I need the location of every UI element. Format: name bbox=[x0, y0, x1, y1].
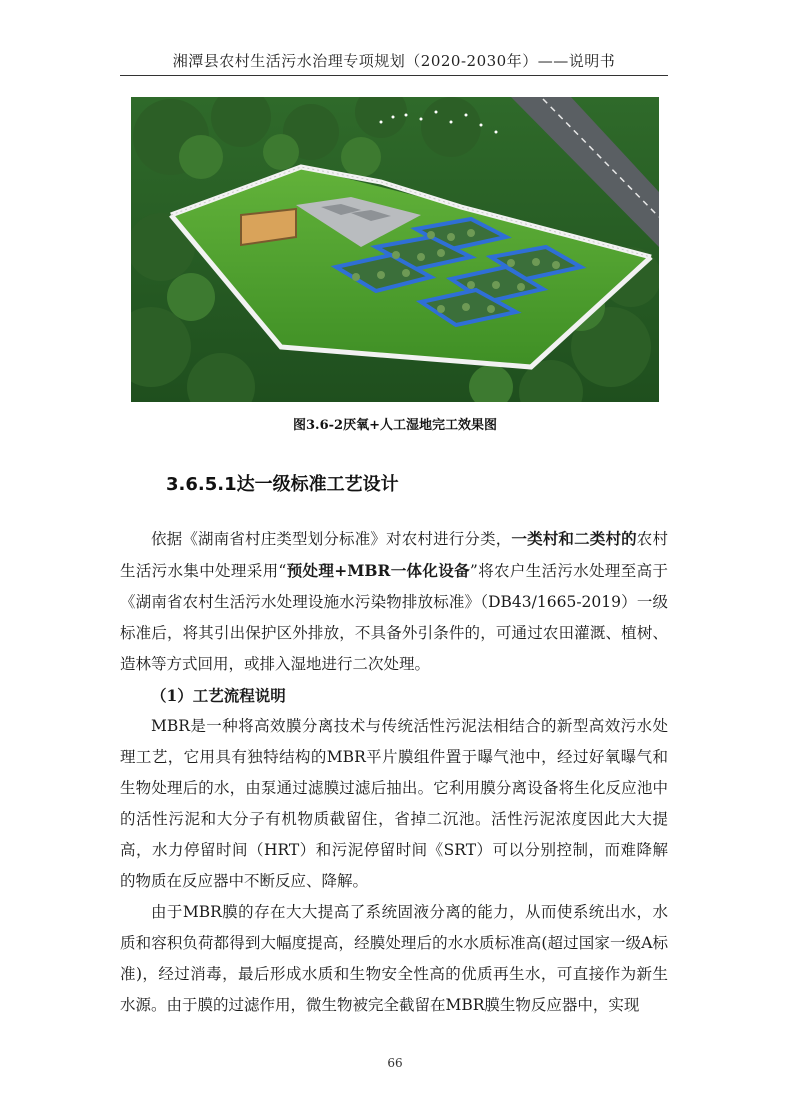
p1-bold-village-types: 一类村和二类村的 bbox=[511, 529, 637, 548]
p1-bold-process: 预处理+MBR一体化设备 bbox=[286, 561, 470, 580]
header-rule bbox=[120, 75, 668, 76]
p1-part-a: 依据《湖南省村庄类型划分标准》对农村进行分类， bbox=[151, 530, 512, 548]
page-header: 湘潭县农村生活污水治理专项规划（2020-2030年）——说明书 bbox=[172, 52, 616, 70]
paragraph-2: MBR是一种将高效膜分离技术与传统活性污泥法相结合的新型高效污水处理工艺，它用具有独特结构的MBR平片膜组件置于曝气池中，经过好氧曝气和生物处理后的水，由泵通过滤膜过滤后抽出。它利用膜分离设备将生化反应池中的活性污泥和大分子有机物质截留住，省掉二沉池。活性污泥浓度因此大大提高，水力停留时间（HRT）和污泥停留时间《SRT）可以分别控制，而难降解的物质在反应器中不断反应、降解。 bbox=[120, 717, 668, 890]
body-text bbox=[120, 523, 668, 1021]
paragraph-1 bbox=[120, 523, 668, 680]
wetland-rendering-figure bbox=[131, 97, 659, 402]
figure-caption: 图3.6-2厌氧+人工湿地完工效果图 bbox=[293, 418, 497, 433]
section-title: 3.6.5.1达一级标准工艺设计 bbox=[166, 474, 399, 495]
page-number: 66 bbox=[387, 1056, 403, 1070]
p1-part-e: ”将农户生活污水处理至高于《湖南省农村生活污水处理设施水污染物排放标准》（DB43/1665-2019）一级标准后，将其引出保护区外排放，不具备外引条件的，可通过农田灌溉、植树、造林等方式回用，或排入湿地进行二次处理。 bbox=[120, 562, 668, 673]
sub-heading-process-flow: （1）工艺流程说明 bbox=[151, 686, 286, 705]
p1-part-c: 农村生活污水集中处理采用“ bbox=[120, 530, 668, 580]
wetland-rendering-image bbox=[131, 97, 659, 402]
paragraph-3: 由于MBR膜的存在大大提高了系统固液分离的能力，从而使系统出水，水质和容积负荷都得到大幅度提高，经膜处理后的水水质标准高(超过国家一级A标准)，经过消毒，最后形成水质和生物安全性高的优质再生水，可直接作为新生水源。由于膜的过滤作用，微生物被完全截留在MBR膜生物反应器中，实现 bbox=[120, 903, 668, 1014]
